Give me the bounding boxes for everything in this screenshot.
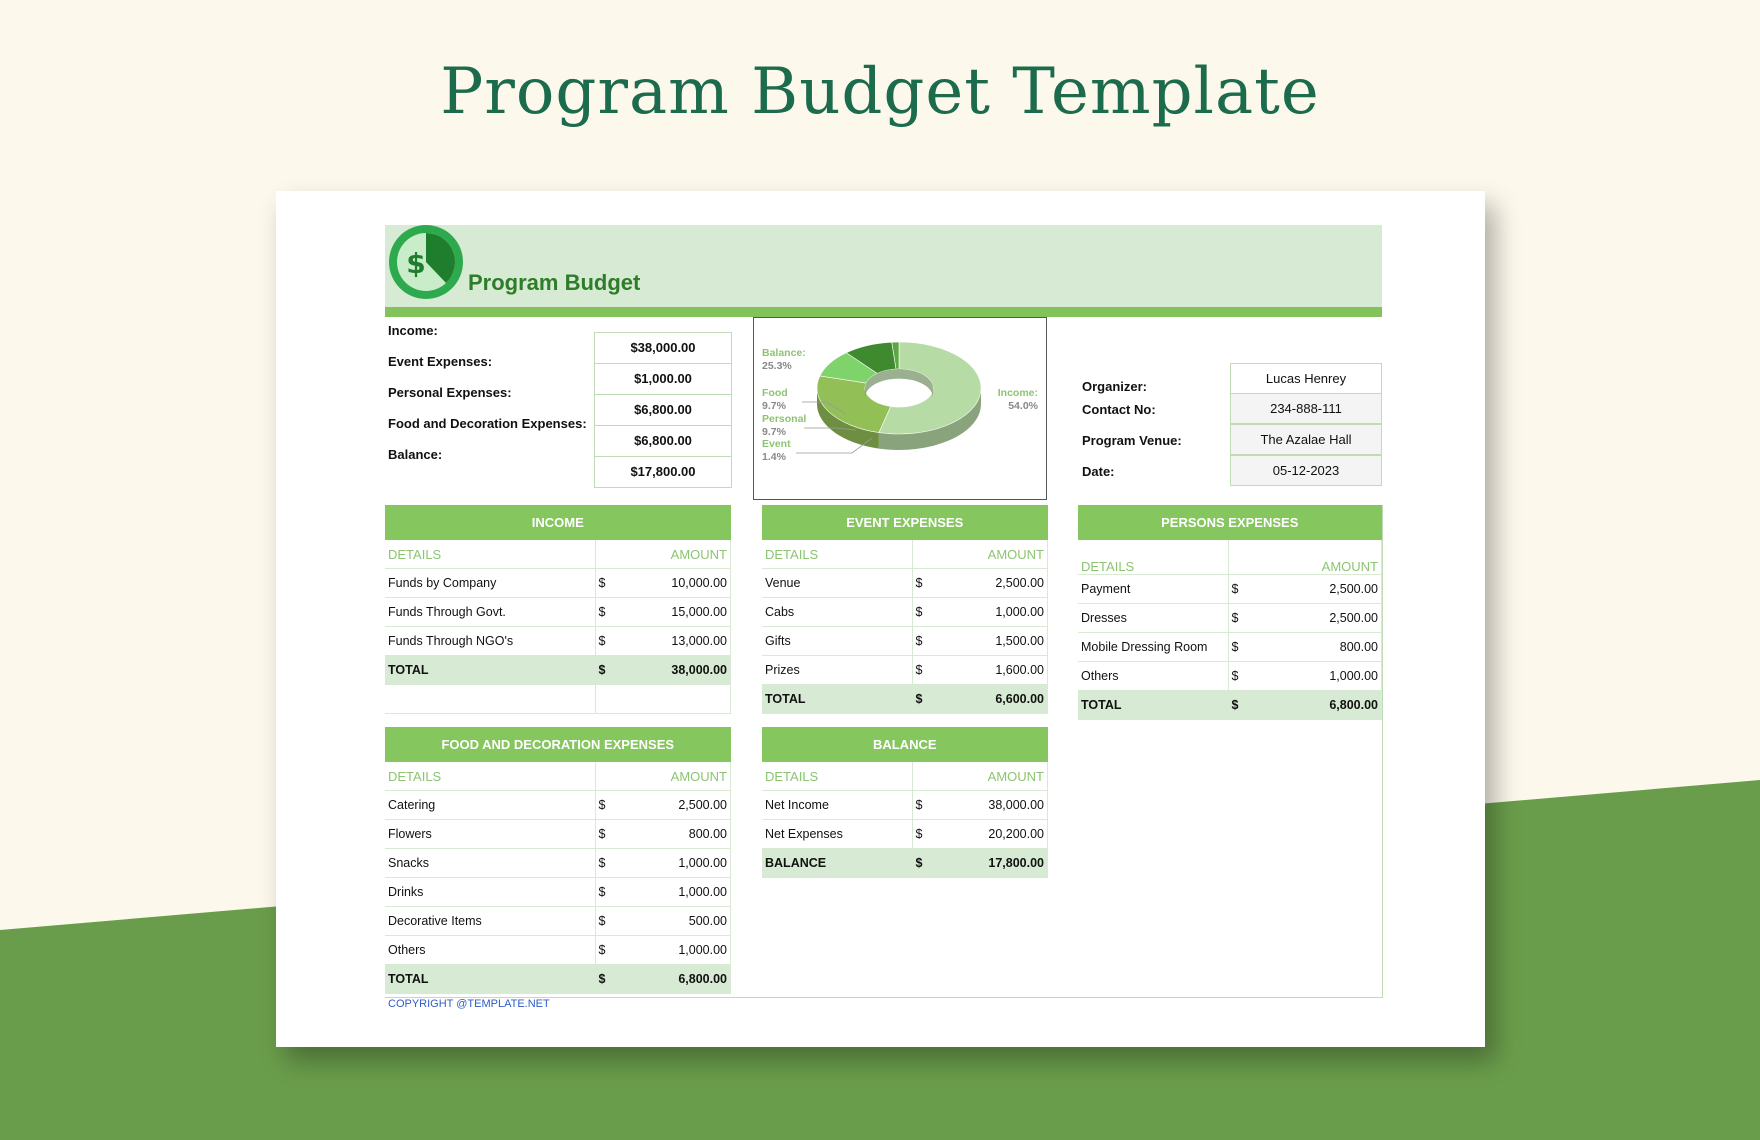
- info-label: Program Venue:: [1082, 433, 1182, 448]
- table-row[interactable]: [385, 849, 731, 878]
- total-label: BALANCE: [762, 849, 912, 878]
- pie-value-label: 9.7%: [762, 400, 786, 412]
- row-detail: Gifts: [762, 627, 912, 656]
- summary-value[interactable]: $6,800.00: [594, 394, 732, 426]
- column-header: DETAILS: [762, 762, 912, 791]
- event-table-title: EVENT EXPENSES: [762, 505, 1048, 540]
- pie-chart: [753, 317, 1047, 500]
- row-detail: Dresses: [1078, 604, 1228, 633]
- total-currency: $: [595, 965, 613, 994]
- income-table-title: INCOME: [385, 505, 731, 540]
- summary-label: Personal Expenses:: [388, 385, 512, 400]
- row-detail: Net Expenses: [762, 820, 912, 849]
- column-header: DETAILS: [385, 540, 595, 569]
- total-label: TOTAL: [1078, 691, 1228, 720]
- row-amount: 20,200.00: [930, 820, 1048, 849]
- balance-table-title: BALANCE: [762, 727, 1048, 762]
- row-amount: 2,500.00: [930, 569, 1048, 598]
- row-detail: Decorative Items: [385, 907, 595, 936]
- pie-label: Personal: [762, 413, 807, 425]
- sheet-title: Program Budget: [468, 270, 641, 295]
- table-row[interactable]: [762, 656, 1048, 685]
- column-header: DETAILS: [385, 762, 595, 791]
- row-amount: 1,000.00: [1246, 662, 1382, 691]
- table-row[interactable]: [762, 569, 1048, 598]
- row-detail: Flowers: [385, 820, 595, 849]
- row-detail: Cabs: [762, 598, 912, 627]
- income-table: [385, 505, 731, 714]
- column-header: AMOUNT: [613, 762, 731, 791]
- sheet-header: [385, 225, 1382, 317]
- row-currency: $: [595, 820, 613, 849]
- row-currency: $: [595, 627, 613, 656]
- row-amount: 500.00: [613, 907, 731, 936]
- info-label: Organizer:: [1082, 379, 1148, 394]
- row-detail: Others: [1078, 662, 1228, 691]
- row-amount: 2,500.00: [1246, 604, 1382, 633]
- row-currency: $: [1228, 662, 1246, 691]
- venue-value[interactable]: The Azalae Hall: [1230, 424, 1382, 455]
- row-amount: 38,000.00: [930, 791, 1048, 820]
- date-value[interactable]: 05-12-2023: [1230, 455, 1382, 486]
- total-label: TOTAL: [385, 656, 595, 685]
- row-detail: Venue: [762, 569, 912, 598]
- total-row[interactable]: [762, 685, 1048, 714]
- table-row[interactable]: [1078, 662, 1382, 691]
- event-expenses-table: [762, 505, 1048, 714]
- row-amount: 1,600.00: [930, 656, 1048, 685]
- row-currency: $: [912, 598, 930, 627]
- row-detail: Funds Through Govt.: [385, 598, 595, 627]
- column-header: AMOUNT: [613, 540, 731, 569]
- row-amount: 1,000.00: [613, 849, 731, 878]
- column-header: DETAILS: [1078, 540, 1228, 575]
- total-row[interactable]: [385, 656, 731, 685]
- pie-value-label: 9.7%: [762, 426, 786, 438]
- table-row[interactable]: [385, 936, 731, 965]
- page-title: Program Budget Template: [440, 55, 1320, 129]
- total-amount: 6,800.00: [1246, 691, 1382, 720]
- summary-value[interactable]: $1,000.00: [594, 363, 732, 395]
- pie-value-label: 54.0%: [1008, 400, 1038, 412]
- row-amount: 1,000.00: [930, 598, 1048, 627]
- total-currency: $: [595, 656, 613, 685]
- row-detail: Funds by Company: [385, 569, 595, 598]
- table-row[interactable]: [385, 907, 731, 936]
- copyright-text: COPYRIGHT @TEMPLATE.NET: [388, 998, 550, 1010]
- row-amount: 2,500.00: [613, 791, 731, 820]
- total-amount: 17,800.00: [930, 849, 1048, 878]
- column-header: DETAILS: [762, 540, 912, 569]
- row-currency: $: [912, 791, 930, 820]
- row-currency: $: [1228, 575, 1246, 604]
- row-currency: $: [595, 849, 613, 878]
- column-header: AMOUNT: [930, 540, 1048, 569]
- pie-value-label: 1.4%: [762, 451, 786, 463]
- info-label: Contact No:: [1082, 402, 1156, 417]
- pie-chart-svg: [754, 318, 1045, 498]
- row-amount: 10,000.00: [613, 569, 731, 598]
- table-row[interactable]: [1078, 604, 1382, 633]
- total-amount: 6,600.00: [930, 685, 1048, 714]
- row-currency: $: [1228, 633, 1246, 662]
- pie-value-label: 25.3%: [762, 360, 792, 372]
- food-decoration-table: [385, 727, 731, 994]
- food-table-title: FOOD AND DECORATION EXPENSES: [385, 727, 731, 762]
- total-currency: $: [912, 685, 930, 714]
- row-amount: 1,500.00: [930, 627, 1048, 656]
- row-currency: $: [595, 936, 613, 965]
- total-currency: $: [912, 849, 930, 878]
- row-currency: $: [595, 569, 613, 598]
- row-detail: Net Income: [762, 791, 912, 820]
- total-amount: 38,000.00: [613, 656, 731, 685]
- summary-label: Income:: [388, 323, 438, 338]
- row-currency: $: [595, 791, 613, 820]
- table-row[interactable]: [385, 598, 731, 627]
- table-row[interactable]: [385, 569, 731, 598]
- info-label: Date:: [1082, 464, 1115, 479]
- row-amount: 800.00: [613, 820, 731, 849]
- pie-label: Event: [762, 438, 791, 450]
- pie-label: Food: [762, 387, 788, 399]
- row-currency: $: [595, 598, 613, 627]
- contact-value[interactable]: 234-888-111: [1230, 393, 1382, 424]
- row-currency: $: [1228, 604, 1246, 633]
- summary-value[interactable]: $17,800.00: [594, 456, 732, 488]
- svg-text:$: $: [406, 247, 426, 280]
- row-amount: 800.00: [1246, 633, 1382, 662]
- row-detail: Catering: [385, 791, 595, 820]
- summary-label: Event Expenses:: [388, 354, 493, 369]
- table-row[interactable]: [385, 791, 731, 820]
- row-currency: $: [595, 878, 613, 907]
- total-currency: $: [1228, 691, 1246, 720]
- row-detail: Snacks: [385, 849, 595, 878]
- row-amount: 1,000.00: [613, 936, 731, 965]
- table-row[interactable]: [385, 820, 731, 849]
- row-detail: Others: [385, 936, 595, 965]
- total-label: TOTAL: [762, 685, 912, 714]
- table-row[interactable]: [762, 627, 1048, 656]
- row-amount: 13,000.00: [613, 627, 731, 656]
- table-row[interactable]: [762, 791, 1048, 820]
- table-row[interactable]: [762, 598, 1048, 627]
- pie-label: Income:: [997, 387, 1038, 399]
- table-row[interactable]: [385, 878, 731, 907]
- row-currency: $: [912, 627, 930, 656]
- total-row[interactable]: [385, 965, 731, 994]
- row-currency: $: [912, 656, 930, 685]
- row-detail: Drinks: [385, 878, 595, 907]
- total-label: TOTAL: [385, 965, 595, 994]
- summary-label: Balance:: [388, 447, 443, 462]
- total-row[interactable]: [1078, 691, 1382, 720]
- row-amount: 15,000.00: [613, 598, 731, 627]
- row-detail: Funds Through NGO's: [385, 627, 595, 656]
- summary-label: Food and Decoration Expenses:: [388, 416, 587, 431]
- total-amount: 6,800.00: [613, 965, 731, 994]
- row-detail: Prizes: [762, 656, 912, 685]
- row-amount: 1,000.00: [613, 878, 731, 907]
- organizer-value[interactable]: Lucas Henrey: [1230, 363, 1382, 394]
- table-row[interactable]: [762, 820, 1048, 849]
- row-amount: 2,500.00: [1246, 575, 1382, 604]
- spreadsheet-page: [276, 191, 1485, 1047]
- table-row[interactable]: [1078, 633, 1382, 662]
- row-currency: $: [595, 907, 613, 936]
- row-detail: Payment: [1078, 575, 1228, 604]
- row-currency: $: [912, 820, 930, 849]
- summary-value[interactable]: $38,000.00: [594, 332, 732, 364]
- row-detail: Mobile Dressing Room: [1078, 633, 1228, 662]
- persons-expenses-table: [1078, 505, 1382, 720]
- table-row[interactable]: [1078, 575, 1382, 604]
- total-row[interactable]: [762, 849, 1048, 878]
- pie-label: Balance:: [762, 347, 806, 359]
- summary-value[interactable]: $6,800.00: [594, 425, 732, 457]
- column-header: AMOUNT: [1246, 540, 1382, 575]
- dollar-pie-icon: [389, 225, 463, 299]
- table-row[interactable]: [385, 627, 731, 656]
- column-header: AMOUNT: [930, 762, 1048, 791]
- persons-table-title: PERSONS EXPENSES: [1078, 505, 1382, 540]
- balance-table: [762, 727, 1048, 878]
- row-currency: $: [912, 569, 930, 598]
